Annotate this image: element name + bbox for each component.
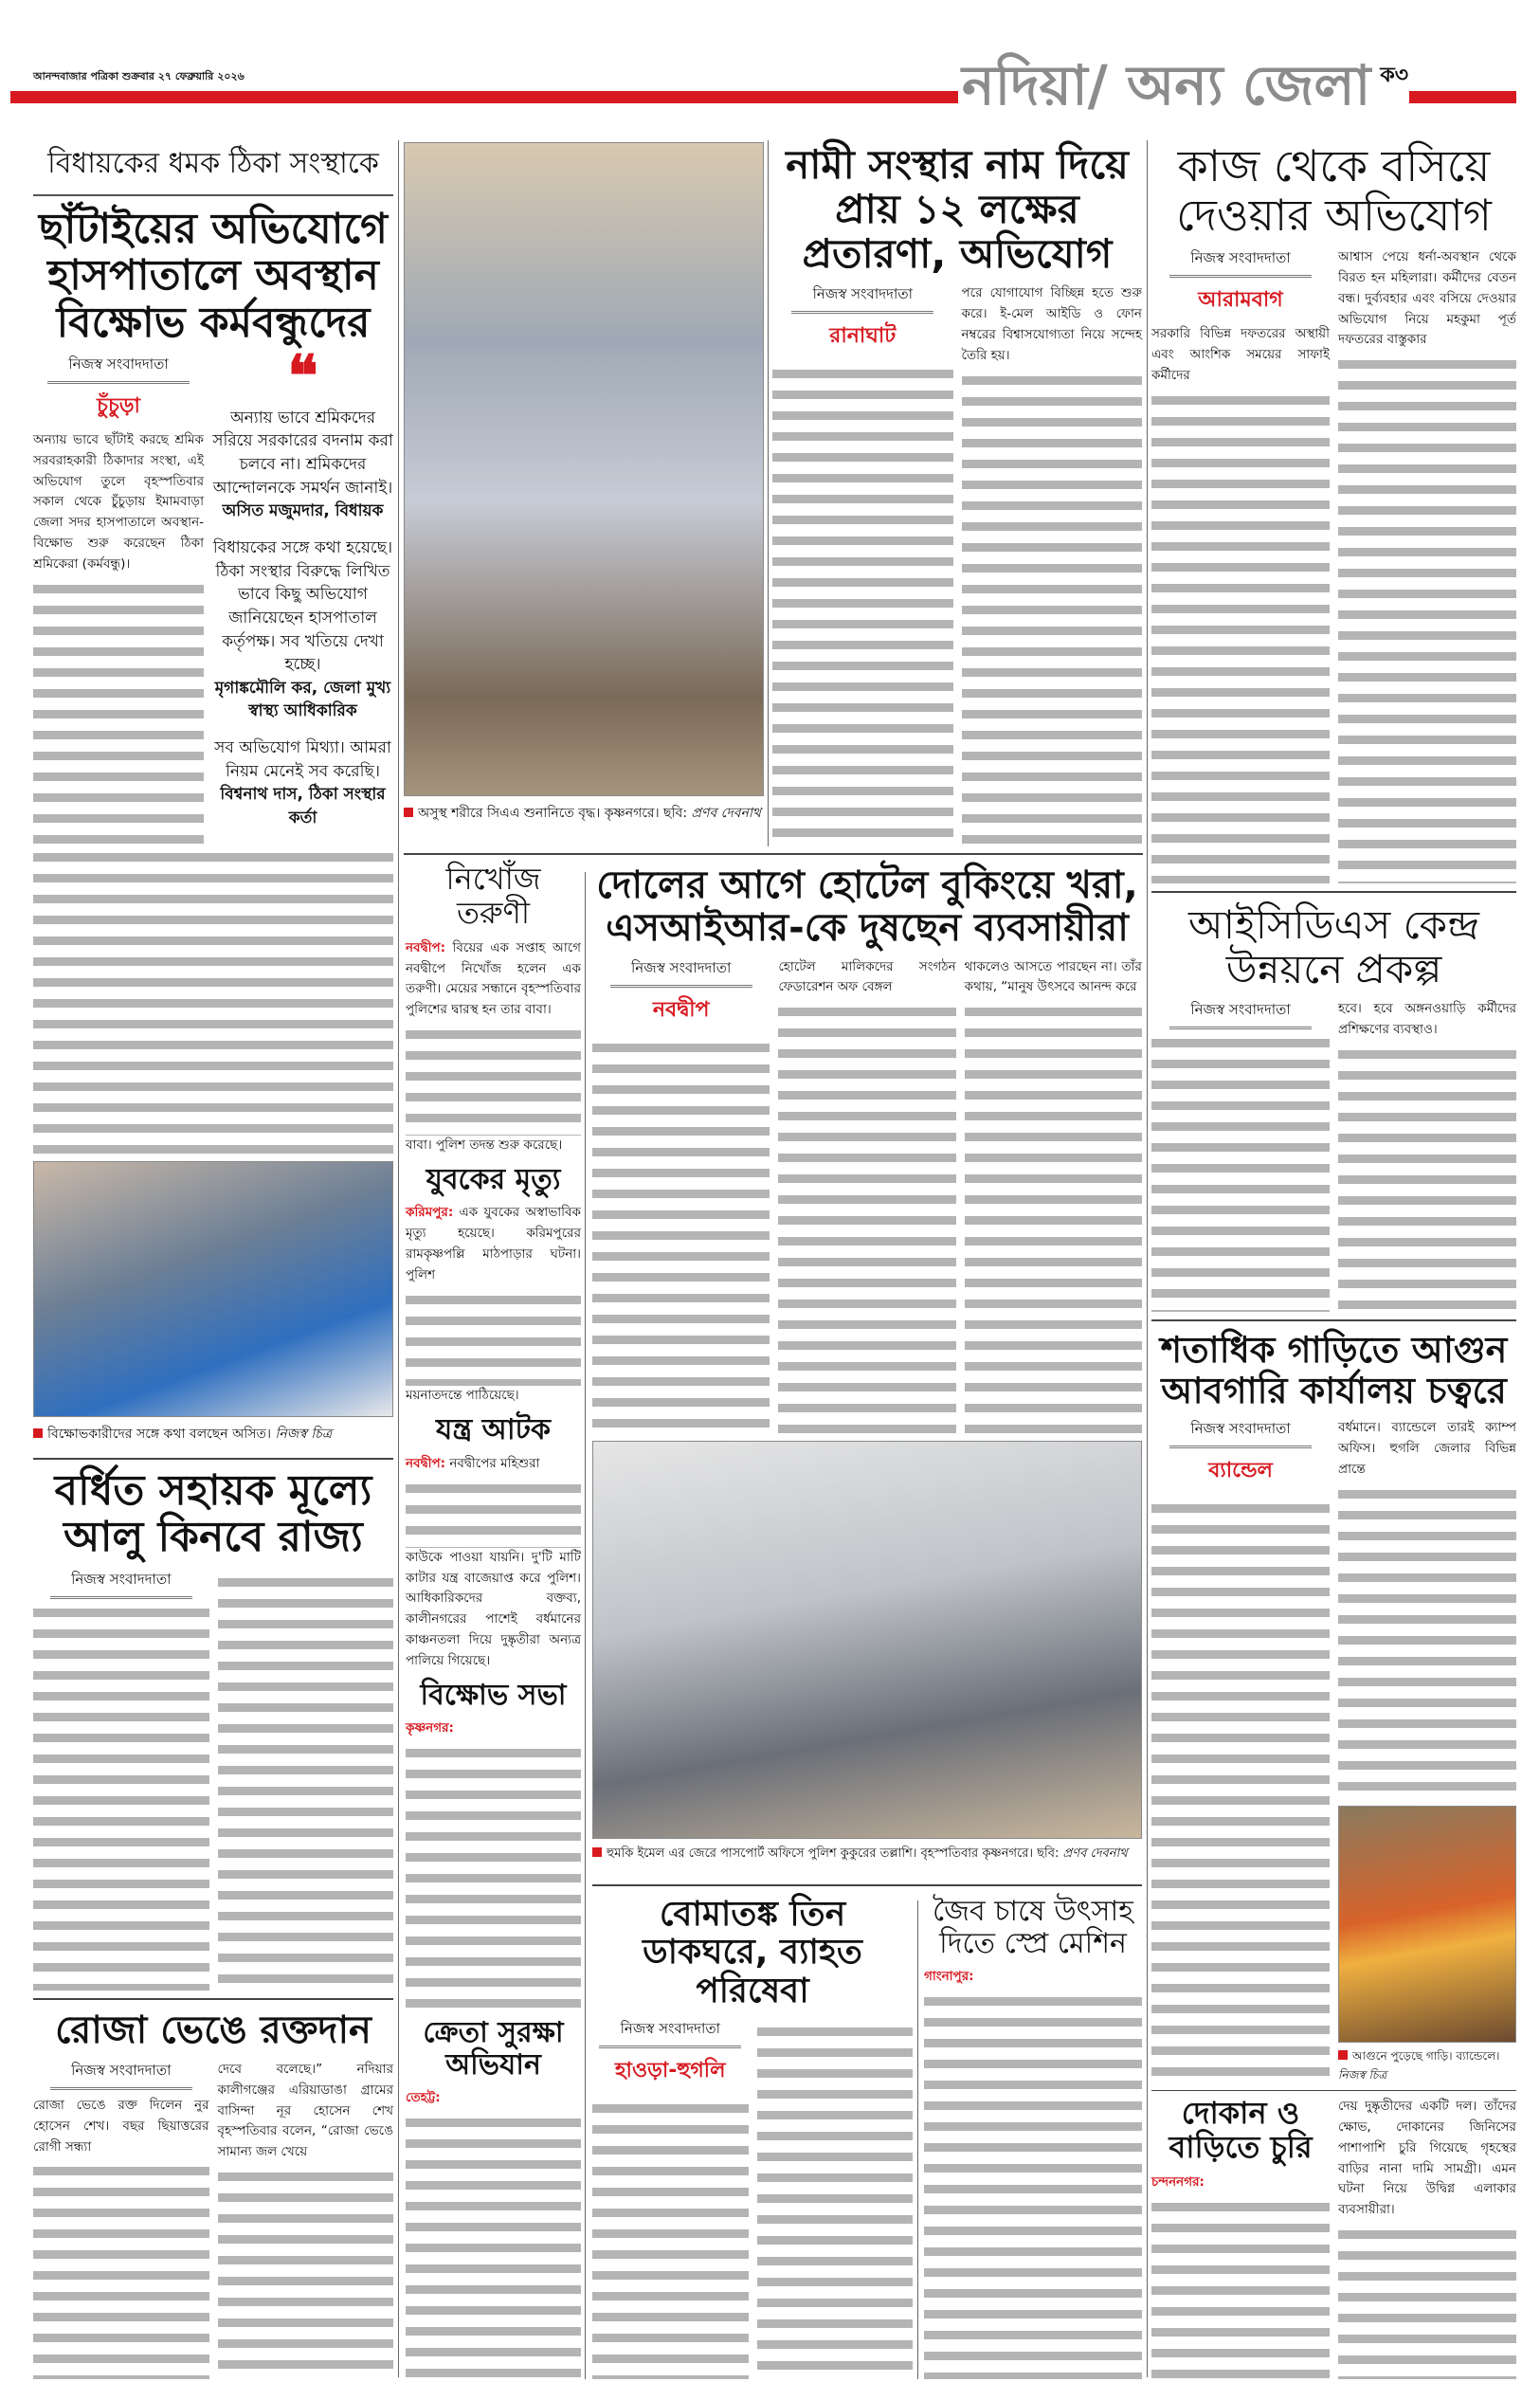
story-icds [1151, 902, 1516, 1312]
story-headline: আইসিডিএস কেন্দ্র উন্নয়নে প্রকল্প [1188, 901, 1479, 993]
header-bar-right [1409, 91, 1516, 103]
story-body [592, 2018, 749, 2379]
story-kicker: বিধায়কের ধমক ঠিকা সংস্থাকে [33, 140, 393, 196]
caa-hearing-photo [404, 142, 764, 796]
story-dol-hotel [592, 864, 1142, 1433]
byline: নিজস্ব সংবাদদাতা [47, 354, 190, 384]
quote-text: বিধায়কের সঙ্গে কথা হয়েছে। ঠিকা সংস্থার বিরুদ্ধে লিখিত ভাবে কিছু অভিযোগ জানিয়েছেন হাসপাতাল কর্তৃপক্ষ। সব খতিয়ে দেখা হচ্ছে। [212, 538, 393, 675]
body-text: নবদ্বীপের মহিশুরা [449, 1455, 540, 1471]
caption-text: হুমকি ইমেল এর জেরে পাসপোর্ট অফিসে পুলিশ কুকুরের তল্লাশি। বৃহস্পতিবার কৃষ্ণনগরে। ছবি: [607, 1846, 1060, 1861]
column-rule [768, 140, 769, 846]
quote-mark-icon: ❝ [287, 342, 318, 409]
story-potato-price [33, 1467, 393, 1991]
caption-text: বিক্ষোভকারীদের সঙ্গে কথা বলছেন অসিত। [47, 1427, 271, 1442]
story-theft [1151, 2097, 1516, 2379]
column-rule [398, 140, 399, 2377]
story-headline: রোজা ভেঙে রক্তদান [55, 2009, 371, 2052]
dateline: রানাঘাট [829, 324, 897, 349]
divider [1151, 2090, 1516, 2091]
story-headline: কাজ থেকে বসিয়ে দেওয়ার অভিযোগ [1176, 140, 1492, 241]
body-text-lines [406, 1479, 581, 1548]
photo-caption [33, 1423, 393, 1446]
byline: নিজস্ব সংবাদদাতা [1169, 1418, 1312, 1448]
body-text-lines [965, 1002, 1142, 1433]
divider [33, 1998, 393, 2000]
story-body [33, 1569, 209, 1991]
quote-box [212, 342, 393, 844]
body-text: ময়নাতদন্তে পাঠিয়েছে। [406, 1388, 519, 1404]
photo-credit: প্রণব দেবনাথ [691, 806, 761, 821]
body-text: দেয় দুষ্কৃতীদের একটি দল। তাঁদের ক্ষোভ, দোকানের জিনিসের পাশাপাশি চুরি গিয়েছে গৃহস্থের বাড়ির নানা দামি সামগ্রী। এমন ঘটনা নিয়ে উদ্বিগ্ন এলাকার ব্যবসায়ীরা। [1338, 2099, 1516, 2218]
quote-attribution: বিশ্বনাথ দাস, ঠিকা সংস্থার কর্তা [220, 785, 386, 828]
protest-photo-block [33, 1161, 393, 1457]
body-text-lines [33, 1603, 209, 1991]
story-body [1151, 1418, 1330, 2086]
body-text [406, 938, 581, 1021]
story-columns [33, 2060, 393, 2379]
story-headline: ছাঁটাইয়ের অভিযোগে হাসপাতালে অবস্থান বিক্ষোভ কর্মবন্ধুদের [39, 205, 388, 347]
photo-credit: নিজস্ব চিত্র [1338, 2068, 1387, 2082]
brief-place: চন্দননগর: [1151, 2173, 1205, 2190]
passport-photo-block [592, 1441, 1142, 1879]
passport-office-photo [592, 1441, 1142, 1839]
body-text-lines [924, 1991, 1142, 2379]
caption-text: আগুনে পুড়েছে গাড়ি। ব্যান্ডেলে। [1352, 2049, 1500, 2063]
body-text: থাকলেও আসতে পারছেন না। তাঁর কথায়, “মানুষ উৎসবে আনন্দ করে [964, 958, 1142, 995]
dateline: চুঁচুড়া [97, 393, 140, 418]
body-text: বাবা। পুলিশ তদন্ত শুরু করেছে। [406, 1136, 563, 1153]
brief-place: গাংনাপুর: [924, 1969, 974, 1985]
body-text: পরে যোগাযোগ বিচ্ছিন্ন হতে শুরু করে। ই-মেল আইডি ও ফোন নম্বরের বিশ্বাসযোগ্যতা নিয়ে সন্দেহ তৈরি হয়। [961, 285, 1142, 363]
body-text-lines [778, 1002, 955, 1433]
story-columns [592, 2018, 913, 2379]
byline: নিজস্ব সংবাদদাতা [791, 283, 933, 314]
paper-date: আনন্দবাজার পত্রিকা শুক্রবার ২৭ ফেব্রুয়ারি ২০২৬ [33, 70, 245, 82]
story-columns [1151, 1418, 1516, 2086]
story-vehicle-fire [1151, 1330, 1516, 2086]
story-body [592, 957, 770, 1433]
photo-credit: প্রণব দেবনাথ [1062, 1846, 1128, 1861]
byline: নিজস্ব সংবাদদাতা [1169, 247, 1312, 278]
body-text-lines [406, 1290, 581, 1387]
body-text [406, 1203, 581, 1285]
story-body [218, 2060, 394, 2379]
body-text-lines [592, 2099, 749, 2379]
photo-caption [1338, 2048, 1516, 2086]
body-text-lines [33, 579, 204, 844]
body-text-lines [962, 371, 1143, 846]
divider [592, 1884, 1142, 1886]
body-text: কাউকে পাওয়া যায়নি। দু'টি মাটি কাটার যন্ত্র বাজেয়াপ্ত করে পুলিশ। আধিকারিকদের বক্তব্য, কালীনগরের পাশেই বর্ধমানের কাঞ্চনতলা দিয়ে দুষ্কৃতীরা অন্যত্র পালিয়ে গিয়েছে। [406, 1549, 581, 1668]
body-text: অন্যায় ভাবে ছাঁটাই করছে শ্রমিক সরবরাহকারী ঠিকাদার সংস্থা, এই অভিযোগ তুলে বৃহস্পতিবার সকাল থেকে চুঁচুড়ায় ইমামবাড়া জেলা সদর হাসপাতালে অবস্থান-বিক্ষোভ শুরু করেছেন ঠিকা শ্রমিকেরা (কর্মবন্ধু)। [33, 431, 204, 572]
story-workers-removed [1151, 142, 1516, 883]
quote [212, 736, 393, 844]
body-text: রোজা ভেঙে রক্ত দিলেন নুর হোসেন শেখ। বছর ছিয়াত্তরের রোগী সন্ধ্যা [33, 2097, 209, 2155]
photo-caption [592, 1845, 1142, 1864]
body-text: সরকারি বিভিন্ন দফতরের অস্থায়ী এবং আংশিক সময়ের সাফাই কর্মীদের [1151, 326, 1330, 383]
body-text-lines [1338, 2225, 1516, 2379]
story-headline: শতাধিক গাড়িতে আগুন আবগারি কার্যালয় চত্বরে [1160, 1329, 1508, 1411]
header-bar [10, 91, 958, 103]
body-text-lines [1151, 1033, 1330, 1312]
body-text-lines [1338, 1484, 1516, 1798]
story-body [33, 2060, 209, 2379]
body-text-lines [1338, 1045, 1516, 1312]
brief-headline: বিক্ষোভ সভা [420, 1678, 567, 1712]
story-columns [33, 342, 393, 844]
story-body [757, 2018, 914, 2379]
story-body [965, 957, 1142, 1433]
body-text: দেবে বলেছে।” নদিয়ার কালীগঞ্জের এরিয়াডাঙা গ্রামের বাসিন্দা নূর হোসেন শেখ বৃহস্পতিবার বলেন, “রোজা ভেঙে সামান্য জল খেয়ে [217, 2061, 393, 2160]
body-text [1151, 2173, 1330, 2193]
story-columns [772, 283, 1142, 846]
story-spray-machine [924, 1896, 1142, 2379]
story-body [1151, 247, 1330, 883]
quote [212, 536, 393, 736]
story-columns [592, 957, 1142, 1433]
story-body [218, 1569, 394, 1991]
body-text-lines [757, 2022, 914, 2379]
story-headline: দোকান ও বাড়িতে চুরি [1169, 2095, 1313, 2165]
brief-place: নবদ্বীপ: [406, 1455, 446, 1471]
story-body [778, 957, 955, 1433]
quote-text: সব অভিযোগ মিথ্যা। আমরা নিয়ম মেনেই সব করেছি। [214, 738, 391, 781]
byline: নিজস্ব সংবাদদাতা [50, 2060, 192, 2090]
quote-text: অন্যায় ভাবে শ্রমিকদের সরিয়ে সরকারের বদনাম করা চলবে না। শ্রমিকদের আন্দোলনকে সমর্থন জানাই। [212, 408, 393, 498]
byline: নিজস্ব সংবাদদাতা [610, 957, 752, 988]
story-headline: দোলের আগে হোটেল বুকিংয়ে খরা, এসআইআর-কে দুষছেন ব্যবসায়ীরা [596, 864, 1138, 950]
divider [1151, 1319, 1516, 1321]
dateline: নবদ্বীপ [652, 997, 710, 1022]
divider [404, 853, 1143, 855]
body-text-lines [772, 364, 953, 846]
story-body [1338, 2097, 1516, 2379]
divider [33, 1458, 393, 1460]
section-heading [962, 55, 1408, 117]
story-columns [1151, 2097, 1516, 2379]
brief-place: তেহট্ট: [406, 2090, 441, 2106]
body-text-lines [406, 1743, 581, 2009]
brief-body [406, 1718, 581, 2009]
photo-credit: নিজস্ব চিত্র [275, 1427, 333, 1442]
story-body [33, 354, 204, 844]
quote-attribution: মৃগাঙ্কমৌলি কর, জেলা মুখ্য স্বাস্থ্য আধিকারিক [214, 678, 391, 721]
briefs-column [406, 863, 581, 2379]
story-body [1151, 2097, 1330, 2379]
story-headline: নামী সংস্থার নাম দিয়ে প্রায় ১২ লক্ষের প্রতারণা, অভিযোগ [786, 141, 1129, 278]
story-headline: জৈব চাষে উৎসাহ দিতে স্প্রে মেশিন [933, 1895, 1133, 1960]
quote-attribution: অসিত মজুমদার, বিধায়ক [222, 501, 384, 521]
body-text-lines [1151, 391, 1330, 883]
caption-text: অসুস্থ শরীরে সিএএ শুনানিতে বৃদ্ধ। কৃষ্ণনগরে। ছবি: [418, 806, 688, 821]
body-text-lines [33, 847, 393, 1155]
body-text: হবে। হবে অঙ্গনওয়াড়ি কর্মীদের প্রশিক্ষণের ব্যবস্থাও। [1338, 1001, 1516, 1037]
story-headline: বর্ধিত সহায়ক মূল্যে আলু কিনবে রাজ্য [54, 1466, 372, 1562]
brief-headline: নিখোঁজ তরুণী [445, 861, 541, 931]
body-text-lines [33, 2161, 209, 2379]
brief-place: করিমপুর: [406, 1205, 454, 1221]
dateline: ব্যান্ডেল [1208, 1459, 1273, 1483]
brief-place: কৃষ্ণনগর: [406, 1720, 454, 1736]
body-text: আশ্বাস পেয়ে ধর্না-অবস্থান থেকে বিরত হন মহিলারা। কর্মীদের বেতন বন্ধ। দুর্ব্যবহার এবং বসিয়ে দেওয়ার অভিযোগ নিয়ে মহকুমা পূর্ত দফতরের বাস্তুকার [1338, 249, 1516, 348]
body-text: বিয়ের এক সপ্তাহ আগে নবদ্বীপে নিখোঁজ হলেন এক তরুণী। মেয়ের সন্ধানে বৃহস্পতিবার পুলিশের দ্বারস্থ হন তার বাবা। [406, 939, 581, 1018]
dateline: আরামবাগ [1198, 288, 1283, 313]
story-body [1338, 1418, 1516, 2086]
story-body [962, 283, 1143, 846]
brief-headline: যুবকের মৃত্যু [426, 1162, 561, 1196]
caa-photo-block [404, 142, 764, 848]
story-body [1151, 999, 1330, 1312]
story-body [924, 1967, 1142, 2379]
story-columns [1151, 247, 1516, 883]
brief-place: নবদ্বীপ: [406, 939, 446, 955]
body-text [406, 1454, 581, 1475]
body-text-lines [218, 1573, 394, 1991]
body-text-lines [406, 2113, 581, 2379]
photo-caption [404, 802, 764, 825]
byline: নিজস্ব সংবাদদাতা [1169, 999, 1312, 1029]
body-text [406, 2088, 581, 2109]
story-body [1338, 999, 1516, 1312]
dateline: হাওড়া-হুগলি [615, 2058, 726, 2082]
column-rule [1147, 140, 1148, 2377]
body-text-lines [218, 2167, 394, 2379]
body-text-lines [1151, 2197, 1330, 2379]
body-text: হোটেল মালিকদের সংগঠন ফেডারেশন অফ বেঙ্গল [778, 958, 956, 995]
body-text-lines [1338, 355, 1516, 883]
body-text: এক যুবকের অস্বাভাবিক মৃত্যু হয়েছে। করিমপুরের রামকৃষ্ণপল্লি মাঠপাড়ার ঘটনা। পুলিশ [406, 1205, 582, 1282]
brief-body [406, 1454, 581, 1672]
story-headline: বোমাতঙ্ক তিন ডাকঘরে, ব্যাহত পরিষেবা [643, 1895, 862, 2010]
brief-headline: যন্ত্র আটক [436, 1413, 551, 1447]
story-columns [33, 1569, 393, 1991]
fire-photo [1338, 1806, 1516, 2043]
body-text-lines [1151, 1499, 1330, 2086]
story-hospital-protest [33, 140, 393, 1155]
story-post-office-bomb-scare [592, 1896, 913, 2379]
byline: নিজস্ব সংবাদদাতা [50, 1569, 192, 1599]
story-body [772, 283, 953, 846]
brief-body [406, 938, 581, 1156]
story-fraud [772, 142, 1142, 846]
body-text: বর্ধমানে। ব্যান্ডেলে তারই ক্যাম্প অফিস। হুগলি জেলার বিভিন্ন প্রান্তে [1338, 1420, 1516, 1477]
brief-headline: ক্রেতা সুরক্ষা অভিযান [423, 2016, 564, 2082]
section-title: নদিয়া/ অন্য জেলা [962, 53, 1371, 118]
page-number: ক৩ [1380, 64, 1409, 87]
divider [1151, 891, 1516, 893]
brief-body [406, 1203, 581, 1407]
brief-body [406, 2088, 581, 2379]
column-rule [917, 1900, 918, 2379]
body-text-lines [592, 1038, 770, 1433]
byline: নিজস্ব সংবাদদাতা [599, 2018, 741, 2048]
body-text-lines [406, 1025, 581, 1136]
quote [212, 407, 393, 536]
protest-photo [33, 1161, 393, 1417]
body-text [924, 1967, 1142, 1988]
story-blood-donation [33, 2009, 393, 2379]
body-text [406, 1718, 581, 1739]
story-body [1338, 247, 1516, 883]
column-rule [585, 872, 586, 2379]
story-columns [1151, 999, 1516, 1312]
